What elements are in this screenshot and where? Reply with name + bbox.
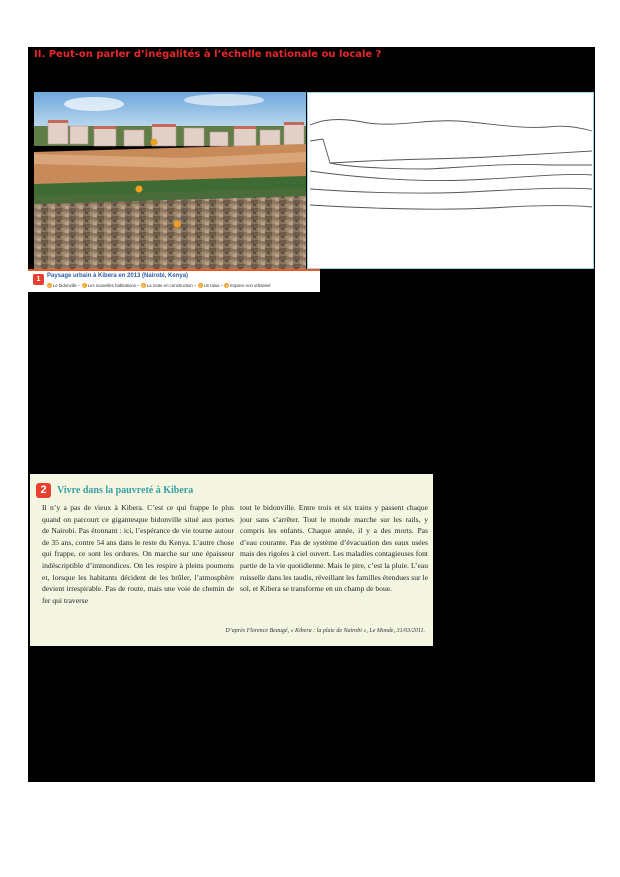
landscape-sketch [307, 92, 594, 269]
legend-dot: 3 [142, 283, 145, 289]
document-2-text-column-2: tout le bidonville. Entre trois et six trains y passent chaque jour sans s’arrêter. Tout le monde marche sur les rails, y compris les enfants. Chaque année, il y a des morts. Pas d’eau courante. Pas de système d’évacuation des eaux usées mais des rigoles à ciel ouvert. Les maladies contagieuses font partie de la vie quotidienne. Mais le pire, c’est la pluie. L’eau ruisselle dans les taudis, réveillant les familles étendues sur le sol, et Kibera se transforme en un champ de boue. [240, 503, 428, 594]
section-heading: II. Peut-on parler d’inégalités à l’échelle nationale ou locale ? [34, 49, 382, 60]
document-2-text-column-1: Il n’y a pas de vieux à Kibera. C’est ce qui frappe le plus quand on parcourt ce gigantesque bidonville situé aux portes de Nairobi. Pas étonnant : ici, l’espérance de vie tourne autour de 35 ans, contre 54 ans dans le reste du Kenya. L’autre chose qui frappe, ce sont les ordures. On marche sur une épaisseur indéscriptible d’immondices. On les respire à pleins poumons et, lorsque les habitants décident de les brûler, l’atmosphère devient irrespirable. Pas de route, mais une voie de chemin de fer qui traverse [42, 503, 234, 605]
legend-label: Espace non urbanisé [230, 283, 271, 288]
document-number-badge: 2 [36, 483, 51, 498]
photo-caption-title: Paysage urbain à Kibera en 2013 (Nairobi, Kenya) [47, 273, 189, 279]
document-2-title: Vivre dans la pauvreté à Kibera [57, 485, 194, 496]
sketch-line-slum-bottom [310, 205, 592, 209]
legend-label: Les nouvelles habitations [87, 283, 136, 288]
sketch-line-buildings [310, 139, 592, 163]
photo-legend: 1 Le bidonville – 2 Les nouvelles habitations – 3 La route en construction – 4 Un talus – 5 Espace non urbanisé [48, 283, 271, 289]
legend-dot: 1 [48, 283, 51, 289]
legend-dot: 2 [83, 283, 86, 289]
legend-label: Un talus [203, 283, 220, 288]
sketch-line-slum-top [310, 188, 592, 193]
legend-label: La route en construction [146, 283, 193, 288]
sketch-line-talus [310, 171, 592, 181]
document-2-box [30, 474, 433, 646]
document-2-source: D’après Florence Beaugé, « Kibera : la plaie de Nairobi », Le Monde, 31/03/2011. [225, 628, 425, 634]
sketch-line-road [330, 163, 592, 169]
legend-dot: 5 [225, 283, 228, 289]
legend-dot: 4 [198, 283, 202, 289]
document-number-badge: 1 [33, 274, 44, 285]
photo-caption [28, 269, 320, 292]
kibera-photo [34, 92, 306, 269]
legend-label: Le bidonville [53, 283, 77, 288]
sketch-line-skyline [310, 120, 592, 132]
